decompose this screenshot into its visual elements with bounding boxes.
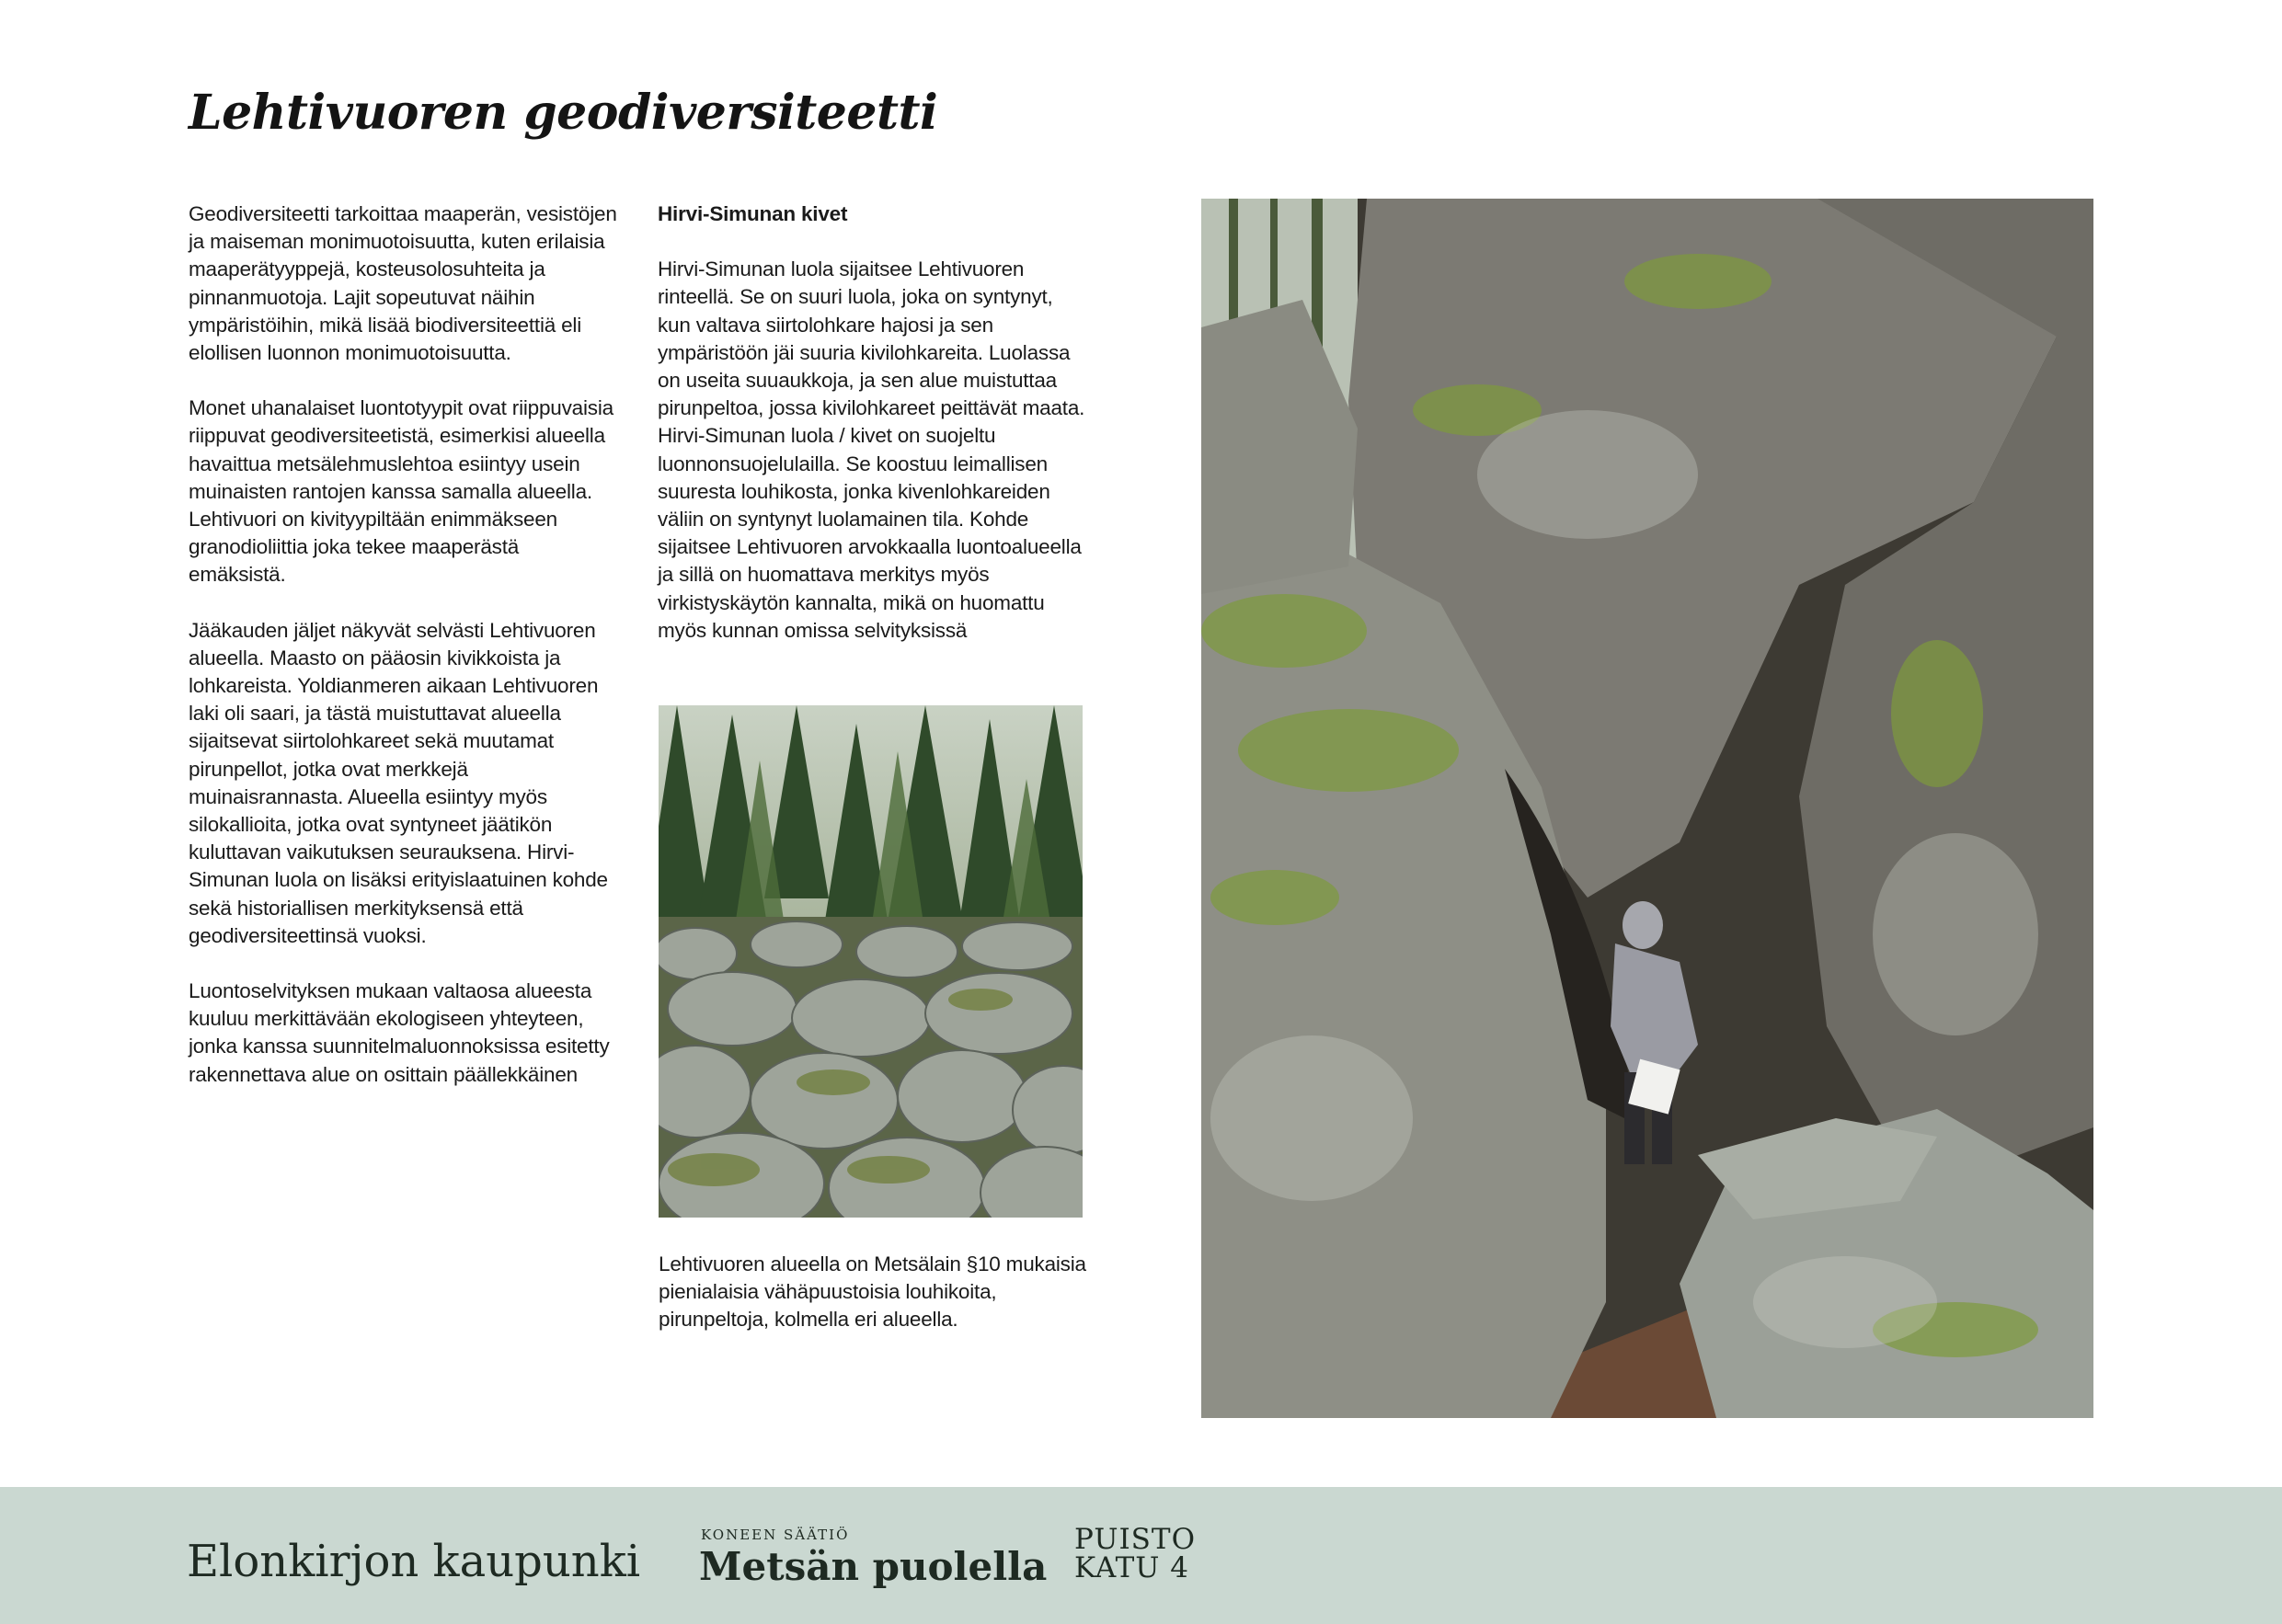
footer-band (0, 1487, 2282, 1624)
brand-koneen-saatio: KONEEN SÄÄTIÖ (701, 1527, 850, 1543)
page-title: Lehtivuoren geodiversiteetti (189, 85, 938, 141)
paragraph: Luontoselvityksen mukaan valtaosa alueesta kuuluu merkittävään ekologiseen yhteyteen, jonka kanssa suunnitelmaluonnoksissa esitetty rakennettava alue on osittain päällekkäinen (189, 979, 610, 1086)
text-column-left (189, 200, 621, 1116)
brand-puisto-line2: KATU 4 (1074, 1551, 1189, 1584)
photo-caption: Lehtivuoren alueella on Metsälain §10 mukaisia pienialaisia vähäpuustoisia louhikoita, pirunpeltoja, kolmella eri alueella. (659, 1252, 1086, 1332)
section-heading: Hirvi-Simunan kivet (658, 202, 848, 225)
brand-puisto-line1: PUISTO (1074, 1523, 1197, 1556)
brand-metsan-puolella: Metsän puolella (699, 1544, 1048, 1589)
paragraph: Jääkauden jäljet näkyvät selvästi Lehtivuoren alueella. Maasto on pääosin kivikkoista ja lohkareista. Yoldianmeren aikaan Lehtivuoren laki oli saari, ja tästä muistuttavat alueella sijaitsevat siirtolohkareet sekä muutamat pirunpellot, jotka ovat merkkejä muinaisrannasta. Alueella esiintyy myös silokallioita, jotka ovat syntyneet jäätikön kuluttavan vaikutuksen seurauksena. Hirvi-Simunan luola on lisäksi erityislaatuinen kohde sekä historiallisen merkityksensä että geodiversiteettinsä vuoksi. (189, 618, 608, 947)
brand-elonkirjon-kaupunki: Elonkirjon kaupunki (187, 1536, 641, 1587)
brand-puistokatu-4 (1074, 1523, 1197, 1584)
boulder-field-photo (659, 705, 1083, 1218)
text-column-middle (658, 200, 1090, 672)
paragraph: Geodiversiteetti tarkoittaa maaperän, vesistöjen ja maiseman monimuotoisuutta, kuten erilaisia maaperätyyppejä, kosteusolosuhteita ja pinnanmuotoja. Lajit sopeutuvat näihin ympäristöihin, mikä lisää biodiversiteettiä eli elollisen luonnon monimuotoisuutta. (189, 202, 617, 365)
paragraph: Hirvi-Simunan luola sijaitsee Lehtivuoren rinteellä. Se on suuri luola, joka on syntynyt, kun valtava siirtolohkare hajosi ja sen ympäristöön jäi suuria kivilohkareita. Luolassa on useita suuaukkoja, ja sen alue muistuttaa pirunpeltoa, jossa kivilohkareet peittävät maata. Hirvi-Simunan luola / kivet on suojeltu luonnonsuojelulailla. Se koostuu leimallisen suuresta louhikosta, jonka kivenlohkareiden väliin on syntynyt luolamainen tila. Kohde sijaitsee Lehtivuoren arvokkaalla luontoalueella ja sillä on huomattava merkitys myös virkistyskäytön kannalta, mikä on huomattu myös kunnan omissa selvityksissä (658, 257, 1085, 642)
cave-boulders-photo (1201, 199, 2093, 1418)
paragraph: Monet uhanalaiset luontotyypit ovat riippuvaisia riippuvat geodiversiteetistä, esimerkisi alueella havaittua metsälehmuslehtoa esiintyy usein muinaisten rantojen kanssa samalla alueella. Lehtivuori on kivityypiltään enimmäkseen granodioliittia joka tekee maaperästä emäksistä. (189, 396, 614, 587)
